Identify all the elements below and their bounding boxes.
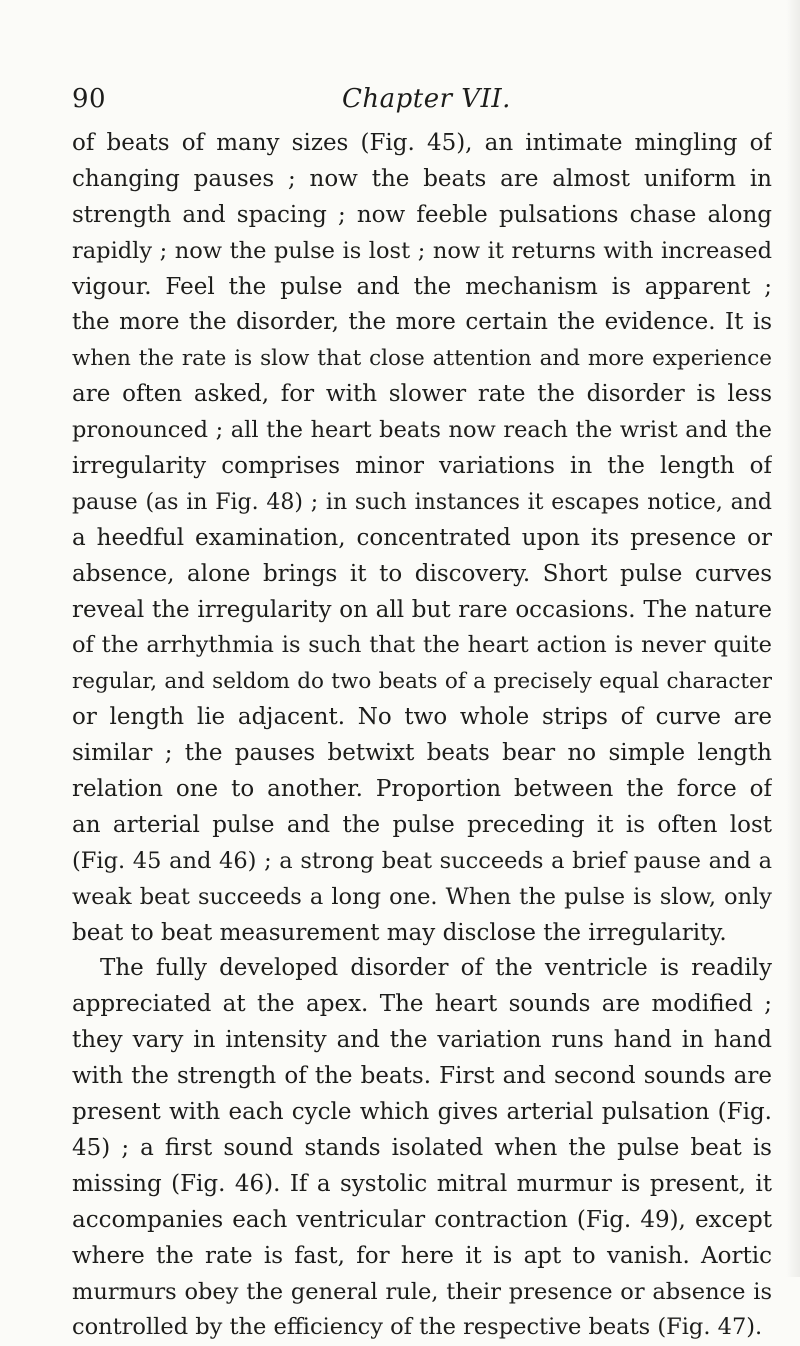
text-line: of the arrhythmia is such that the heart action is never quite [72,632,772,659]
text-line: beat to beat measurement may disclose the irregularity. [72,919,727,946]
text-line: controlled by the efficiency of the respective beats (Fig. 47). [72,1314,763,1341]
text-line: they vary in intensity and the variation runs hand in hand [72,1027,772,1054]
text-line: regular, and seldom do two beats of a precisely equal character [72,669,772,695]
body-text [72,126,772,1346]
text-line: an arterial pulse and the pulse preceding it is often lost [72,811,772,838]
text-line: are often asked, for with slower rate the disorder is less [72,381,772,408]
text-line: pause (as in Fig. 48) ; in such instances it escapes notice, and [72,489,772,515]
text-line: pronounced ; all the heart beats now reach the wrist and the [72,417,772,444]
text-line: irregularity comprises minor variations in the length of [72,453,772,480]
text-line: a heedful examination, concentrated upon its presence or [72,524,772,551]
text-line: reveal the irregularity on all but rare occasions. The nature [72,596,772,623]
text-line: (Fig. 45 and 46) ; a strong beat succeeds a brief pause and a [72,847,772,874]
text-line: appreciated at the apex. The heart sounds are modified ; [72,991,772,1018]
text-line: missing (Fig. 46). If a systolic mitral murmur is present, it [72,1170,772,1197]
text-line: with the strength of the beats. First and second sounds are [72,1063,772,1090]
text-line: rapidly ; now the pulse is lost ; now it returns with increased [72,237,772,264]
text-line: vigour. Feel the pulse and the mechanism is apparent ; [72,273,772,300]
text-line: weak beat succeeds a long one. When the pulse is slow, only [72,883,772,910]
text-line: accompanies each ventricular contraction (Fig. 49), except [72,1206,772,1233]
page-edge-shadow [786,0,800,1277]
text-line: murmurs obey the general rule, their presence or absence is [72,1278,772,1305]
text-line: strength and spacing ; now feeble pulsations chase along [72,201,772,228]
text-line: or length lie adjacent. No two whole strips of curve are [72,704,772,731]
text-line: when the rate is slow that close attention and more experience [72,346,772,372]
text-line: relation one to another. Proportion between the force of [72,776,772,803]
running-head: Chapter VII. [342,84,511,114]
text-line: where the rate is fast, for here it is apt to vanish. Aortic [72,1242,772,1269]
page-header [72,84,772,120]
paragraph-2 [72,951,772,1346]
text-line: the more the disorder, the more certain the evidence. It is [72,309,772,336]
text-line: 45) ; a first sound stands isolated when the pulse beat is [72,1134,772,1161]
text-line: The fully developed disorder of the ventricle is readily [100,955,772,982]
text-line: of beats of many sizes (Fig. 45), an intimate mingling of [72,130,772,156]
text-line: similar ; the pauses betwixt beats bear no simple length [72,740,772,767]
text-line: present with each cycle which gives arterial pulsation (Fig. [72,1099,772,1126]
page-number: 90 [72,84,107,114]
text-line: absence, alone brings it to discovery. Short pulse curves [72,560,772,587]
text-line: changing pauses ; now the beats are almost uniform in [72,165,772,192]
paragraph-1 [72,126,772,951]
